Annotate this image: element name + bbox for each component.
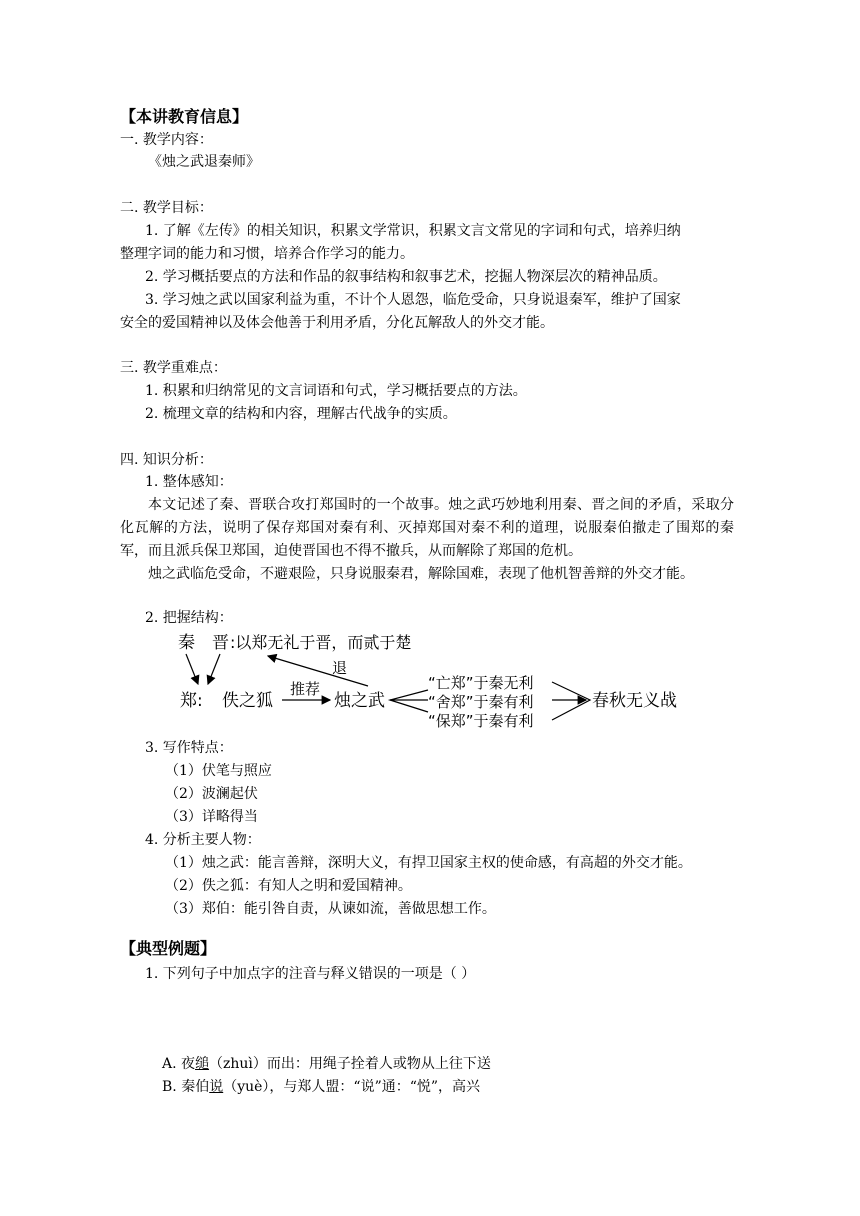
- writing-feature-1: （1）伏笔与照应: [165, 763, 272, 779]
- section-2-title: 二. 教学目标：: [120, 200, 213, 216]
- key-point-2: 2. 梳理文章的结构和内容，理解古代战争的实质。: [145, 406, 457, 422]
- character-2: （2）佚之狐：有知人之明和爱国精神。: [165, 878, 412, 894]
- option-a-prefix: A. 夜: [162, 1056, 196, 1072]
- structure-diagram: [172, 628, 712, 738]
- option-a-char: 缒: [195, 1056, 210, 1072]
- part-3-title: 3. 写作特点：: [145, 740, 233, 756]
- qin-label: 秦: [178, 633, 195, 653]
- bracket-right: [552, 682, 590, 720]
- goal-1-line-2: 整理字词的能力和习惯，培养合作学习的能力。: [120, 246, 414, 262]
- writing-feature-2: （2）波澜起伏: [165, 786, 258, 802]
- zhu-zhi-wu-label: 烛之武: [334, 691, 385, 711]
- reason-2: “舍郑”于秦有利: [428, 693, 534, 711]
- reason-3: “保郑”于秦有利: [428, 712, 534, 730]
- option-a-text: （zhuì）而出：用绳子拴着人或物从上往下送: [209, 1056, 491, 1072]
- question-1-stem: 1. 下列句子中加点字的注音与释义错误的一项是（ ）: [145, 966, 476, 982]
- overview-paragraph-2: 烛之武临危受命，不避艰险，只身说服秦君，解除国难，表现了他机智善辩的外交才能。: [148, 566, 694, 582]
- goal-3-line-2: 安全的爱国精神以及体会他善于利用矛盾，分化瓦解敌人的外交才能。: [120, 315, 554, 331]
- writing-feature-3: （3）详略得当: [165, 809, 258, 825]
- overview-paragraph-1: 本文记述了秦、晋联合攻打郑国时的一个故事。烛之武巧妙地利用秦、晋之间的矛盾，采取分化瓦解的方法，说明了保存郑国对秦有利、灭掉郑国对秦不利的道理，说服秦伯撤走了围郑的秦军，而且派兵保卫郑国，迫使晋国也不得不撤兵，从而解除了郑国的危机。: [120, 497, 734, 559]
- reason-1: “亡郑”于秦无利: [428, 674, 534, 692]
- key-point-1: 1. 积累和归纳常见的文言词语和句式，学习概括要点的方法。: [145, 383, 527, 399]
- arrow-qin-to-zheng: [186, 654, 198, 684]
- arrow-jin-to-zheng: [208, 654, 220, 684]
- recommend-label: 推荐: [290, 680, 321, 698]
- zheng-label: 郑:: [180, 691, 203, 711]
- goal-3-line-1: 3. 学习烛之武以国家利益为重，不计个人恩怨，临危受命，只身说退秦军，维护了国家: [145, 292, 681, 308]
- option-a: [162, 1054, 491, 1074]
- heading-lecture-info: 【本讲教育信息】: [120, 107, 249, 126]
- jin-label: 晋: [212, 633, 229, 653]
- section-3-title: 三. 教学重难点：: [120, 360, 227, 376]
- option-b-char: 说: [209, 1079, 224, 1095]
- option-b-prefix: B. 秦伯: [162, 1079, 210, 1095]
- goal-1-line-1: 1. 了解《左传》的相关知识，积累文学常识，积累文言文常见的字词和句式，培养归纳: [145, 223, 681, 239]
- section-4-title: 四. 知识分析：: [120, 452, 213, 468]
- bracket-left: [390, 690, 428, 712]
- lesson-title: 《烛之武退秦师》: [148, 154, 260, 170]
- option-b-text: （yuè），与郑人盟：“说”通：“悦”，高兴: [223, 1079, 481, 1095]
- part-2-title: 2. 把握结构：: [145, 610, 233, 626]
- retreat-label: 退: [332, 659, 348, 677]
- part-4-title: 4. 分析主要人物：: [145, 832, 261, 848]
- part-1-title: 1. 整体感知：: [145, 474, 233, 490]
- reason-label: :以郑无礼于晋，而贰于楚: [230, 633, 412, 652]
- section-1-title: 一. 教学内容：: [120, 132, 213, 148]
- character-3: （3）郑伯：能引咎自责，从谏如流，善做思想工作。: [165, 901, 496, 917]
- conclusion-label: 春秋无义战: [592, 691, 677, 711]
- option-b: [162, 1077, 480, 1097]
- heading-examples: 【典型例题】: [120, 939, 217, 958]
- character-1: （1）烛之武：能言善辩，深明大义，有捍卫国家主权的使命感，有高超的外交才能。: [165, 855, 692, 871]
- goal-2: 2. 学习概括要点的方法和作品的叙事结构和叙事艺术，挖掘人物深层次的精神品质。: [145, 269, 667, 285]
- yi-zhi-hu-label: 佚之狐: [222, 691, 273, 711]
